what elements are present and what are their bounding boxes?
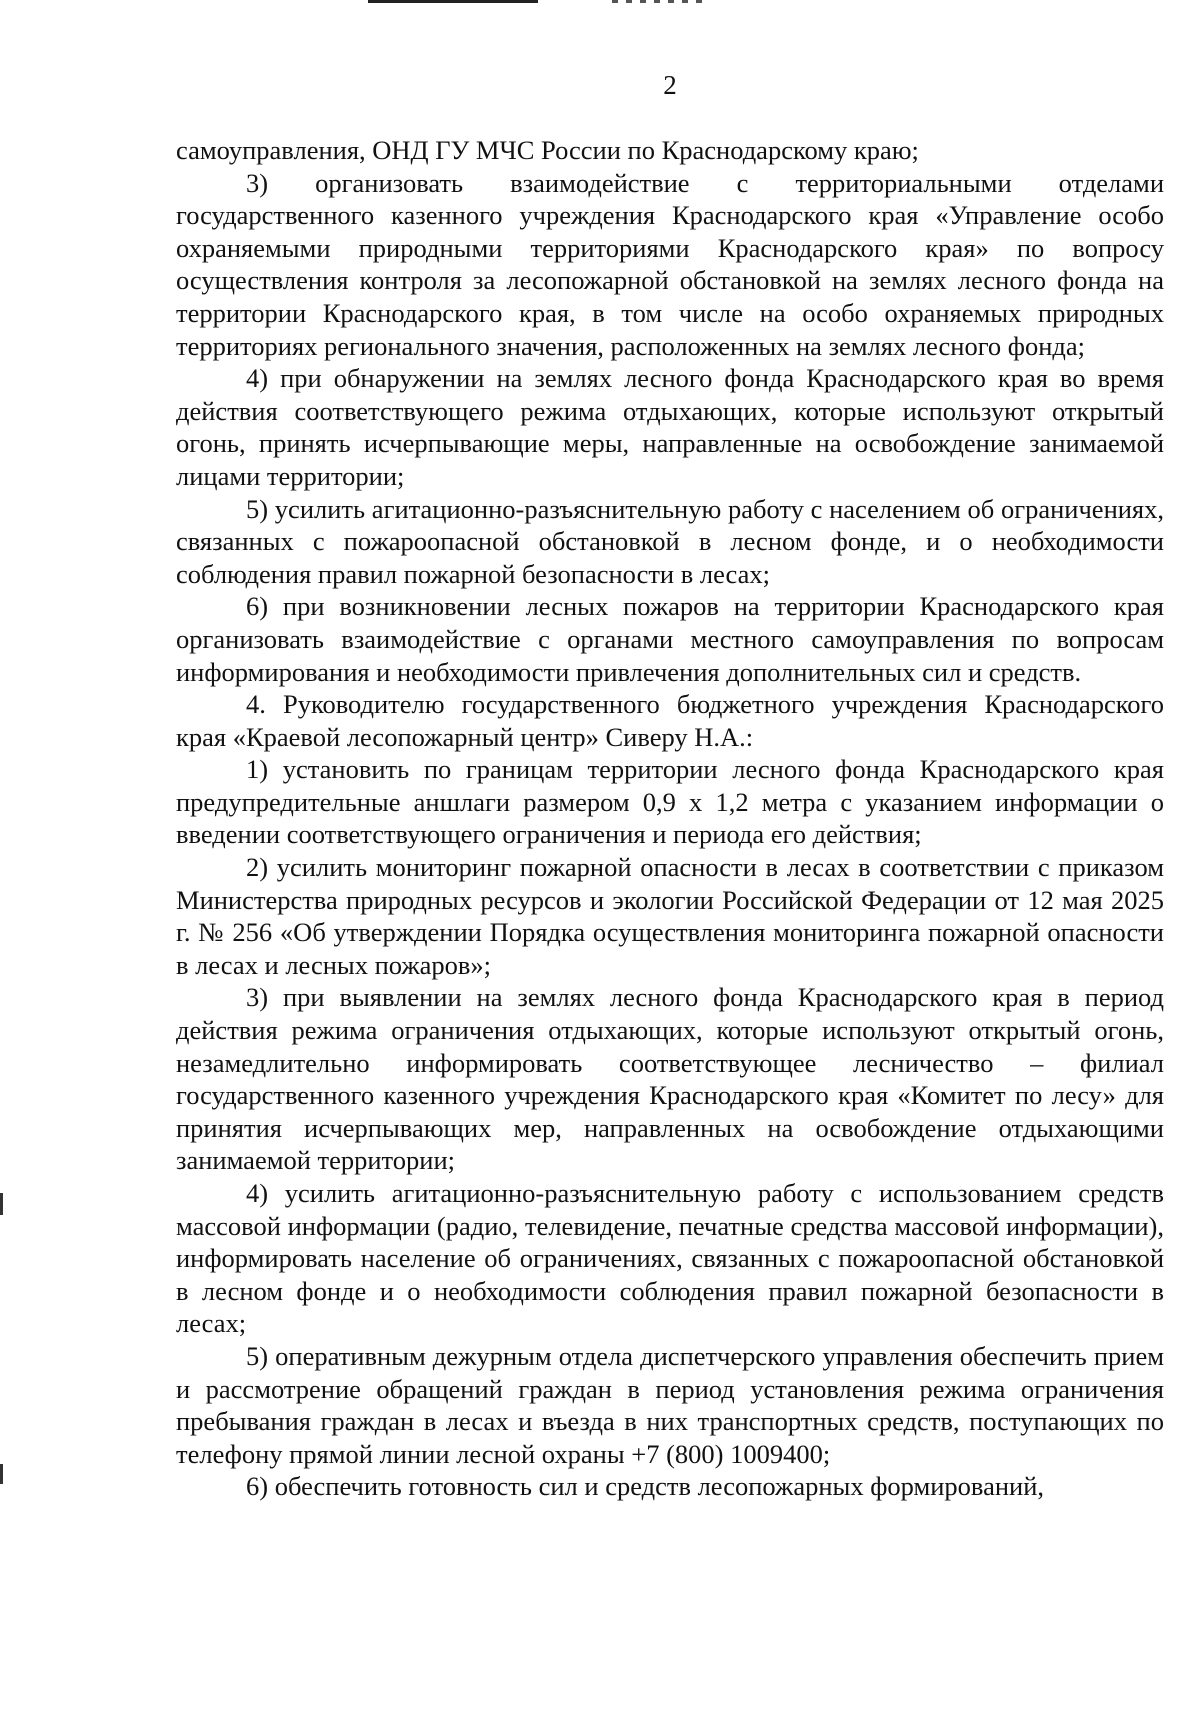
top-scan-rule bbox=[368, 0, 538, 3]
paragraph-subitem-6: 6) обеспечить готовность сил и средств лесопожарных формирований, bbox=[246, 1471, 1045, 1502]
paragraph-continuation: самоуправления, ОНД ГУ МЧС России по Краснодарскому краю; bbox=[176, 135, 919, 165]
paragraph-item-4: 4) при обнаружении на землях лесного фонда Краснодарского края во время действия соответствующего режима отдыхающих, которые используют открытый огонь, принять исчерпывающие меры, направленные на освобождение занимаемой лицами территории; bbox=[176, 363, 1164, 491]
document-body bbox=[176, 134, 1164, 1503]
paragraph-section-4: 4. Руководителю государственного бюджетного учреждения Краснодарского края «Краевой лесопожарный центр» Сиверу Н.А.: bbox=[176, 689, 1164, 752]
left-edge-scan-mark bbox=[0, 1193, 3, 1215]
paragraph-subitem-5: 5) оперативным дежурным отдела диспетчерского управления обеспечить прием и рассмотрение обращений граждан в период установления режима ограничения пребывания граждан в лесах и въезда в них транспортных средств, поступающих по телефону прямой линии лесной охраны +7 (800) 1009400; bbox=[176, 1340, 1164, 1469]
paragraph-item-6: 6) при возникновении лесных пожаров на территории Краснодарского края организовать взаимодействие с органами местного самоуправления по вопросам информирования и необходимости привлечения дополнительных сил и средств. bbox=[176, 591, 1164, 687]
paragraph-item-3: 3) организовать взаимодействие с территориальными отделами государственного казенного учреждения Краснодарского края «Управление особо охраняемыми природными территориями Краснодарского края» по вопросу осуществления контроля за лесопожарной обстановкой на землях лесного фонда на территории Краснодарского края, в том числе на особо охраняемых природных территориях регионального значения, расположенных на землях лесного фонда; bbox=[176, 167, 1164, 361]
paragraph-subitem-2: 2) усилить мониторинг пожарной опасности в лесах в соответствии с приказом Министерства природных ресурсов и экологии Российской Федерации от 12 мая 2025 г. № 256 «Об утверждении Порядка осуществления мониторинга пожарной опасности в лесах и лесных пожаров»; bbox=[176, 852, 1164, 980]
paragraph-subitem-1: 1) установить по границам территории лесного фонда Краснодарского края предупредительные аншлаги размером 0,9 х 1,2 метра с указанием информации о введении соответствующего ограничения и периода его действия; bbox=[176, 754, 1164, 850]
paragraph-subitem-4: 4) усилить агитационно-разъяснительную работу с использованием средств массовой информации (радио, телевидение, печатные средства массовой информации), информировать население об ограничениях, связанных с пожароопасной обстановкой в лесном фонде и о необходимости соблюдения правил пожарной безопасности в лесах; bbox=[176, 1178, 1164, 1339]
paragraph-item-5: 5) усилить агитационно-разъяснительную работу с населением об ограничениях, связанных с пожароопасной обстановкой в лесном фонде, и о необходимости соблюдения правил пожарной безопасности в лесах; bbox=[176, 493, 1164, 589]
top-scan-mark bbox=[612, 0, 702, 3]
paragraph-subitem-3: 3) при выявлении на землях лесного фонда Краснодарского края в период действия режима ограничения отдыхающих, которые используют открытый огонь, незамедлительно информировать соответствующее лесничество – филиал государственного казенного учреждения Краснодарского края «Комитет по лесу» для принятия исчерпывающих мер, направленных на освобождение отдыхающими занимаемой территории; bbox=[176, 982, 1164, 1176]
page-number: 2 bbox=[663, 70, 677, 100]
left-edge-scan-mark bbox=[0, 1464, 3, 1484]
